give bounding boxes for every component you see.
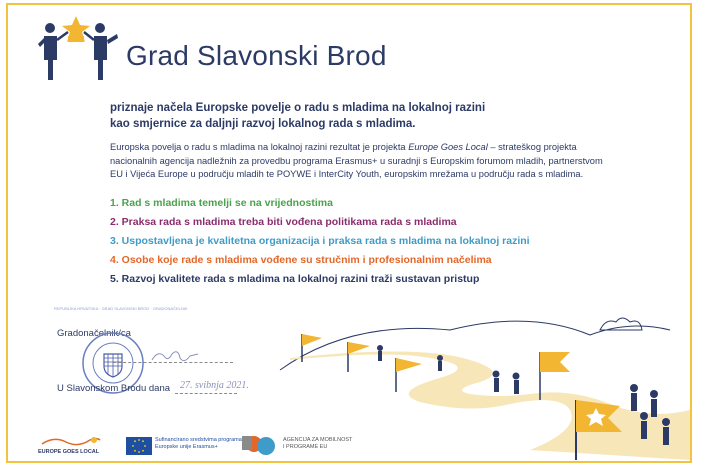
handwritten-date: 27. svibnja 2021. [180,380,249,391]
principle-item: 2. Praksa rada s mladima treba biti vođena politikama rada s mladima [110,216,457,228]
europe-goes-local-figures-logo [30,14,122,82]
place-label: U Slavonskom Brodu dana [57,383,171,394]
subtitle [110,100,485,132]
intro-paragraph [110,141,610,182]
coat-of-arms-icon [104,354,122,377]
eu-flag-icon [126,437,152,455]
principles-list [110,196,530,291]
subtitle-line-2: kao smjernice za daljnji razvoj lokalnog rada s mladima. [110,118,416,130]
date-line [175,393,237,394]
agency-text: AGENCIJA ZA MOBILNOST I PROGRAME EU [283,437,353,450]
paragraph-part-1: Europska povelja o radu s mladima na lokalnoj razini rezultat je projekta [110,142,409,152]
project-name: Europe Goes Local [408,142,488,152]
signature-line [113,362,233,363]
journey-illustration [270,300,690,460]
flag-icon [348,342,370,372]
subtitle-line-1: priznaje načela Europske povelje o radu s mladima na lokalnoj razini [110,102,486,114]
star-icon [62,16,90,42]
paragraph-part-2: – strateškog projekta nacionalnih agencija nadležnih za provedbu programa Erasmus+ u suradnji s Europskim forumom mladih, partnerstvom EU i Vijeća Europe u području mladih te POYWE i InterCity Youth, europskim mrežama u području rada s mladima. [110,142,603,179]
stamp-text: REPUBLIKA HRVATSKA · GRAD SLAVONSKI BROD · GRADONAČELNIK [54,306,188,311]
mayor-label: Gradonačelnik/ca [57,328,131,339]
agency-logo [240,432,282,458]
principle-item: 4. Osobe koje rade s mladima vođene su stručnim i profesionalnim načelima [110,254,492,266]
tree-cloud [600,318,642,330]
principle-item: 5. Razvoj kvalitete rada s mladima na lokalnoj razini traži sustavan pristup [110,273,480,285]
mayor-signature [150,346,200,366]
egl-label: EUROPE GOES LOCAL [38,449,100,455]
principle-item: 3. Uspostavljena je kvalitetna organizacija i praksa rada s mladima na lokalnoj razini [110,235,530,247]
europe-goes-local-logo [38,434,102,448]
eu-funding-text: Sufinancirano sredstvima programa Europske unije Erasmus+ [155,437,242,450]
page-title: Grad Slavonski Brod [126,40,387,71]
principle-item: 1. Rad s mladima temelji se na vrijednostima [110,197,333,209]
